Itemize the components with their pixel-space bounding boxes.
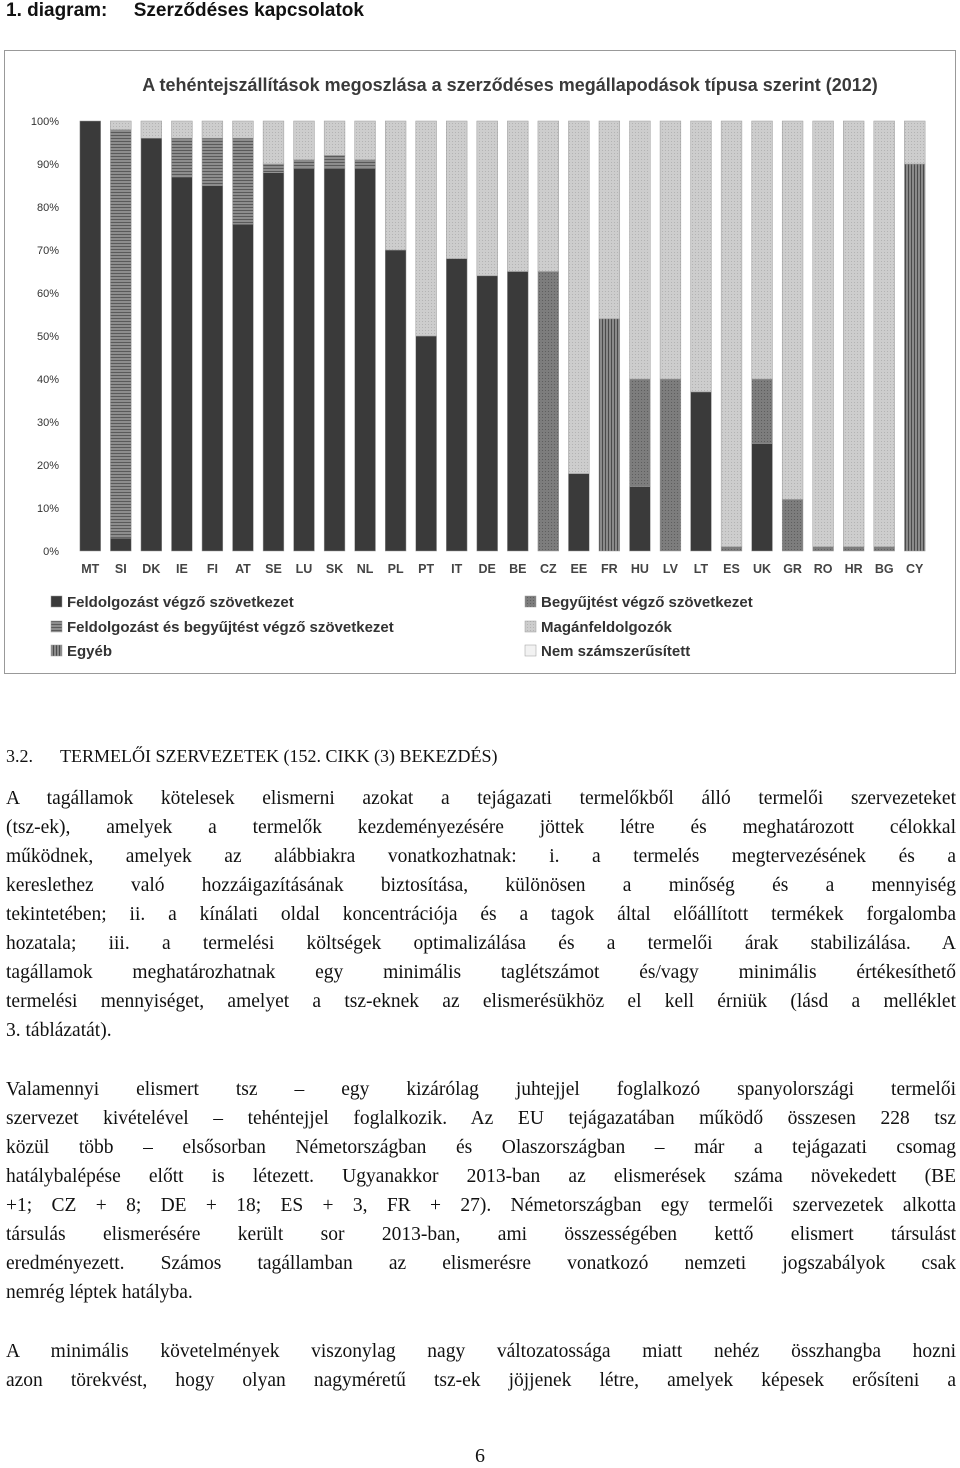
bar-segment (691, 121, 712, 392)
bar-segment (904, 121, 925, 164)
paragraph-line: (tsz-ek), amelyek a termelők kezdeményezésére jöttek létre és meghatározott célokkal (6, 817, 956, 838)
bar-segment (538, 272, 559, 552)
x-tick-label: LU (295, 562, 313, 576)
legend-swatch (51, 596, 62, 607)
bar-segment (294, 121, 315, 160)
y-tick-label: 50% (36, 331, 59, 343)
bar-segment (843, 121, 864, 547)
bar-segment (80, 121, 101, 551)
x-tick-label: LV (662, 562, 678, 576)
bar-segment (752, 444, 773, 552)
bar-segment (752, 121, 773, 379)
bar-segment (691, 392, 712, 551)
bar-segment (477, 121, 498, 276)
x-tick-label: AT (235, 562, 251, 576)
bar-segment (110, 121, 131, 130)
x-tick-label: PL (387, 562, 404, 576)
bar-segment (599, 121, 620, 319)
paragraph-line: hatálybalépése előtt is létezett. Ugyanakkor 2013-ban az elismerések száma növekedett (BE (6, 1166, 956, 1187)
x-tick-label: CY (906, 562, 924, 576)
y-tick-label: 70% (36, 245, 59, 257)
bar-segment (721, 547, 742, 551)
paragraph-line: +1; CZ + 8; DE + 18; ES + 3, FR + 27). Németországban egy termelői szervezetek alkotta (6, 1195, 956, 1216)
bar-segment (355, 168, 376, 551)
legend-label: Egyéb (67, 643, 113, 660)
y-tick-label: 0% (43, 546, 59, 558)
bar-segment (538, 121, 559, 272)
x-tick-label: PT (418, 562, 435, 576)
bar-segment (233, 138, 254, 224)
paragraph-line: tekintetében; ii. a kínálati oldal koncentrációja és a tagok által előállított termékek forgalomba (6, 904, 956, 925)
bar-segment (110, 538, 131, 551)
bar-segment (202, 186, 223, 552)
x-tick-label: EE (570, 562, 588, 576)
paragraph-line: hozatala; iii. a termelési költségek optimalizálása és a termelői árak stabilizálása. A (6, 933, 956, 954)
bar-segment (568, 474, 589, 551)
x-tick-label: HR (844, 562, 863, 576)
bar-segment (324, 121, 345, 155)
bar-segment (843, 547, 864, 551)
x-tick-label: BG (874, 562, 894, 576)
bar-segment (263, 173, 284, 551)
bar-segment (721, 121, 742, 547)
section-title: TERMELŐI SZERVEZETEK (152. CIKK (3) BEKEZDÉS) (60, 746, 498, 766)
bar-segment (630, 121, 651, 379)
paragraph-line: nemrég léptek hatályba. (6, 1282, 193, 1303)
legend-label: Feldolgozást végző szövetkezet (67, 594, 294, 611)
legend-label: Magánfeldolgozók (541, 619, 672, 636)
bar-segment (233, 224, 254, 551)
x-tick-label: FR (601, 562, 618, 576)
x-tick-label: SE (265, 562, 282, 576)
bar-segment (294, 168, 315, 551)
x-tick-label: UK (753, 562, 772, 576)
bar-segment (110, 130, 131, 538)
bar-segment (904, 164, 925, 551)
y-tick-label: 60% (36, 288, 59, 300)
y-tick-label: 40% (36, 374, 59, 386)
legend-label: Feldolgozást és begyűjtést végző szövetkezet (67, 619, 394, 636)
bar-segment (355, 160, 376, 169)
bar-segment (171, 121, 192, 138)
bar-segment (660, 121, 681, 379)
bar-segment (782, 499, 803, 551)
x-tick-label: BE (509, 562, 527, 576)
x-tick-label: HU (630, 562, 649, 576)
bar-segment (324, 155, 345, 168)
stacked-bar-chart (5, 51, 955, 673)
bar-segment (263, 164, 284, 173)
x-tick-label: IE (175, 562, 188, 576)
x-tick-label: SK (325, 562, 344, 576)
paragraph-line: társulás elismerésére került sor 2013-ban, ami összességében kettő elismert társulást (6, 1224, 956, 1245)
legend-swatch (51, 645, 62, 656)
bar-segment (416, 336, 437, 551)
bar-segment (141, 138, 162, 551)
x-tick-label: MT (81, 562, 100, 576)
bar-segment (446, 259, 467, 551)
legend-swatch (525, 645, 536, 656)
bar-segment (660, 379, 681, 551)
x-tick-label: SI (114, 562, 127, 576)
paragraph-line: termelési mennyiséget, amelyet a tsz-eknek az elismerésükhöz el kell érniük (lásd a melléklet (6, 991, 956, 1012)
bar-segment (477, 276, 498, 551)
legend (51, 594, 753, 660)
bar-segment (630, 487, 651, 552)
bar-segment (355, 121, 376, 160)
x-axis (81, 562, 924, 576)
x-tick-label: DE (478, 562, 496, 576)
y-tick-label: 30% (36, 417, 59, 429)
y-tick-label: 90% (36, 159, 59, 171)
paragraph-line: kereslethez való hozzáigazításának biztosítása, különösen a minőség és a mennyiség (6, 875, 956, 896)
bar-segment (813, 547, 834, 551)
paragraph-3 (6, 1337, 956, 1395)
paragraph-line: A tagállamok kötelesek elismerni azokat a tejágazati termelőkből álló termelői szervezeteket (6, 788, 956, 809)
bar-segment (599, 319, 620, 551)
x-tick-label: ES (723, 562, 740, 576)
paragraph-line: eredményezett. Számos tagállamban az elismerésre vonatkozó nemzeti jogszabályok csak (6, 1253, 956, 1274)
bar-segment (416, 121, 437, 336)
chart-title: A tehéntejszállítások megoszlása a szerződéses megállapodások típusa szerint (2012) (142, 75, 878, 95)
y-tick-label: 80% (36, 202, 59, 214)
paragraph-line: Valamennyi elismert tsz – egy kizárólag juhtejjel foglalkozó spanyolországi termelői (6, 1079, 956, 1100)
x-tick-label: IT (451, 562, 463, 576)
x-tick-label: CZ (539, 562, 557, 576)
paragraph-line: A minimális követelmények viszonylag nagy változatossága miatt nehéz összhangba hozni (6, 1341, 956, 1362)
y-tick-label: 10% (36, 503, 59, 515)
legend-label: Begyűjtést végző szövetkezet (541, 594, 753, 611)
bar-segment (507, 121, 528, 272)
bar-segment (507, 272, 528, 552)
legend-swatch (51, 621, 62, 632)
bar-segment (171, 177, 192, 551)
paragraph-1 (6, 784, 956, 1045)
chart-frame (4, 50, 956, 674)
bars (80, 121, 925, 551)
diagram-title: 1. diagram: Szerződéses kapcsolatok (6, 0, 364, 21)
bar-segment (141, 121, 162, 138)
x-tick-label: LT (693, 562, 709, 576)
bar-segment (874, 121, 895, 547)
paragraph-2 (6, 1075, 956, 1307)
bar-segment (752, 379, 773, 444)
page-number: 6 (475, 1445, 485, 1467)
bar-segment (813, 121, 834, 547)
bar-segment (324, 168, 345, 551)
bar-segment (385, 121, 406, 250)
bar-segment (233, 121, 254, 138)
legend-swatch (525, 621, 536, 632)
bar-segment (294, 160, 315, 169)
bar-segment (385, 250, 406, 551)
bar-segment (630, 379, 651, 487)
bar-segment (171, 138, 192, 177)
legend-swatch (525, 596, 536, 607)
y-tick-label: 20% (36, 460, 59, 472)
x-tick-label: RO (813, 562, 833, 576)
bar-segment (446, 121, 467, 259)
paragraph-line: működnek, amelyek az alábbiakra vonatkozhatnak: i. a termelés megtervezésének és a (6, 846, 956, 867)
paragraph-line: tagállamok meghatározhatnak egy minimális taglétszámot és/vagy minimális értékesíthető (6, 962, 956, 983)
legend-label: Nem számszerűsített (541, 643, 691, 660)
x-tick-label: FI (206, 562, 218, 576)
bar-segment (568, 121, 589, 474)
bar-segment (202, 138, 223, 185)
paragraph-line: közül több – elsősorban Németországban és Olaszországban – már a tejágazati csomag (6, 1137, 956, 1158)
x-tick-label: DK (142, 562, 161, 576)
section-number: 3.2. (6, 746, 33, 766)
x-tick-label: NL (356, 562, 374, 576)
x-tick-label: GR (783, 562, 802, 576)
section-heading (6, 746, 498, 767)
paragraph-line: szervezet kivételével – tehéntejjel foglalkozik. Az EU tejágazatában működő összesen 228 tsz (6, 1108, 956, 1129)
bar-segment (202, 121, 223, 138)
y-axis (31, 116, 59, 558)
y-tick-label: 100% (30, 116, 59, 128)
bar-segment (874, 547, 895, 551)
bar-segment (782, 121, 803, 499)
paragraph-line: azon törekvést, hogy olyan nagyméretű tsz-ek jöjjenek létre, amelyek képesek erősíteni a (6, 1370, 956, 1391)
bar-segment (263, 121, 284, 164)
paragraph-line: 3. táblázatát). (6, 1020, 112, 1041)
